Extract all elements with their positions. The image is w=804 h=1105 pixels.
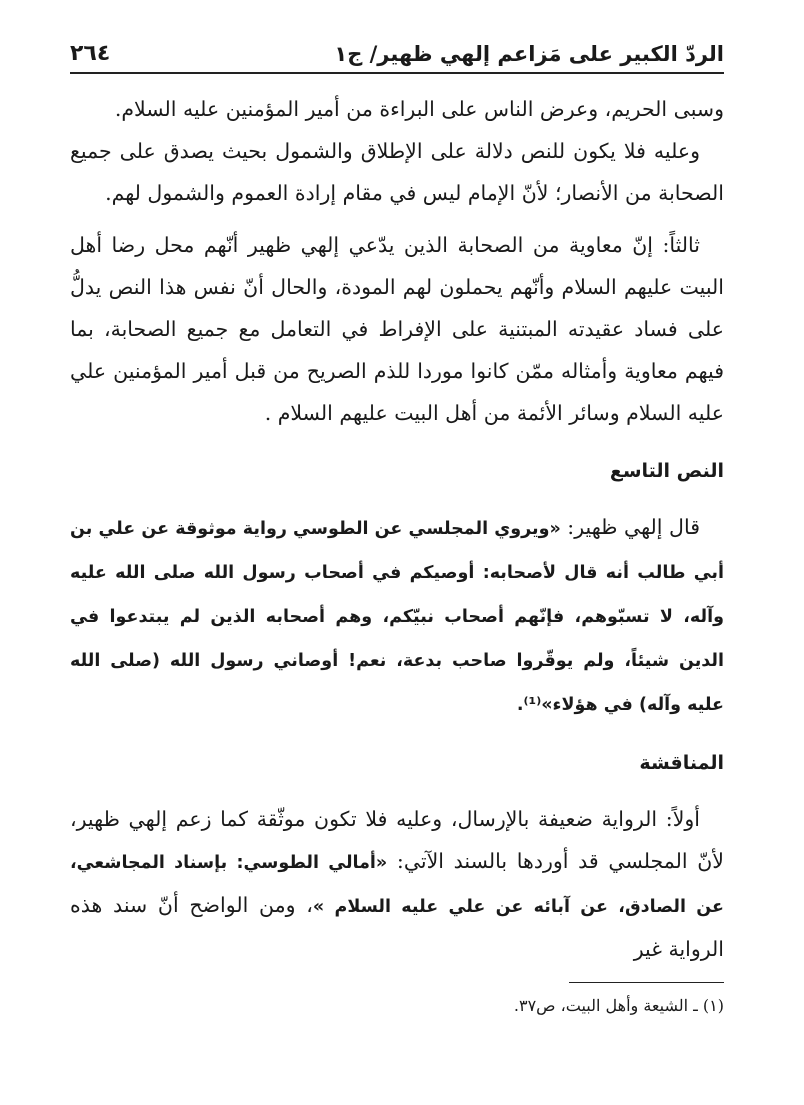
discussion-paragraph [70,798,724,970]
page-number: ٢٦٤ [70,41,111,66]
running-title: الردّ الكبير على مَزاعم إلهي ظهير/ ج١ [334,42,724,66]
page-header [70,22,724,74]
section-heading-discussion: المناقشة [639,752,724,774]
ninth-text-intro: قال إلهي ظهير: [560,515,700,539]
discussion-text-before: أولاً: الرواية ضعيفة بالإرسال، وعليه فلا تكون موثّقة كما زعم إلهي ظهير، لأنّ المجلسي قد أوردها بالسند الآتي: [70,807,724,873]
footnote-1: (١) ـ الشيعة وأهل البيت، ص٣٧. [513,996,724,1015]
paragraph-3: ثالثاً: إنّ معاوية من الصحابة الذين يدّعي إلهي ظهير أنّهم محل رضا أهل البيت عليهم السلام وأنّهم يحملون لهم المودة، والحال أنّ نفس هذا النص يدلُّ على فساد عقيدته المبتنية على الإفراط في التعامل مع جميع الصحابة، بما فيهم معاوية وأمثاله ممّن كانوا موردا للذم الصريح من قبل أمير المؤمنين علي عليه السلام وسائر الأئمة من أهل البيت عليهم السلام . [70,233,724,425]
discussion-quote: «أمالي الطوسي: بإسناد المجاشعي، عن الصادق، عن آبائه عن علي عليه السلام » [70,853,724,917]
footnote-separator [569,982,724,983]
ninth-text-paragraph [70,506,724,726]
page-body [70,88,724,970]
paragraph-1: وسبى الحريم، وعرض الناس على البراءة من أمير المؤمنين عليه السلام. [114,97,724,121]
ninth-text-quote: «ويروي المجلسي عن الطوسي رواية موثوقة عن علي بن أبي طالب أنه قال لأصحابه: أوصيكم في أصحاب رسول الله صلى الله عليه وآله، لا تسبّوهم، فإنّهم أصحاب نبيّكم، وهم أصحابه الذين لم يبتدعوا في الدين شيئاً، ولم يوقّروا صاحب بدعة، نعم! أوصاني رسول الله (صلى الله عليه وآله) في هؤلاء»⁽¹⁾. [70,519,724,715]
book-page [70,22,724,1082]
discussion-text-after: ، ومن الواضح أنّ سند هذه الرواية غير [70,893,724,961]
paragraph-2: وعليه فلا يكون للنص دلالة على الإطلاق والشمول بحيث يصدق على جميع الصحابة من الأنصار؛ لأنّ الإمام ليس في مقام إرادة العموم والشمول لهم. [70,139,724,205]
section-heading-ninth-text: النص التاسع [609,460,724,482]
